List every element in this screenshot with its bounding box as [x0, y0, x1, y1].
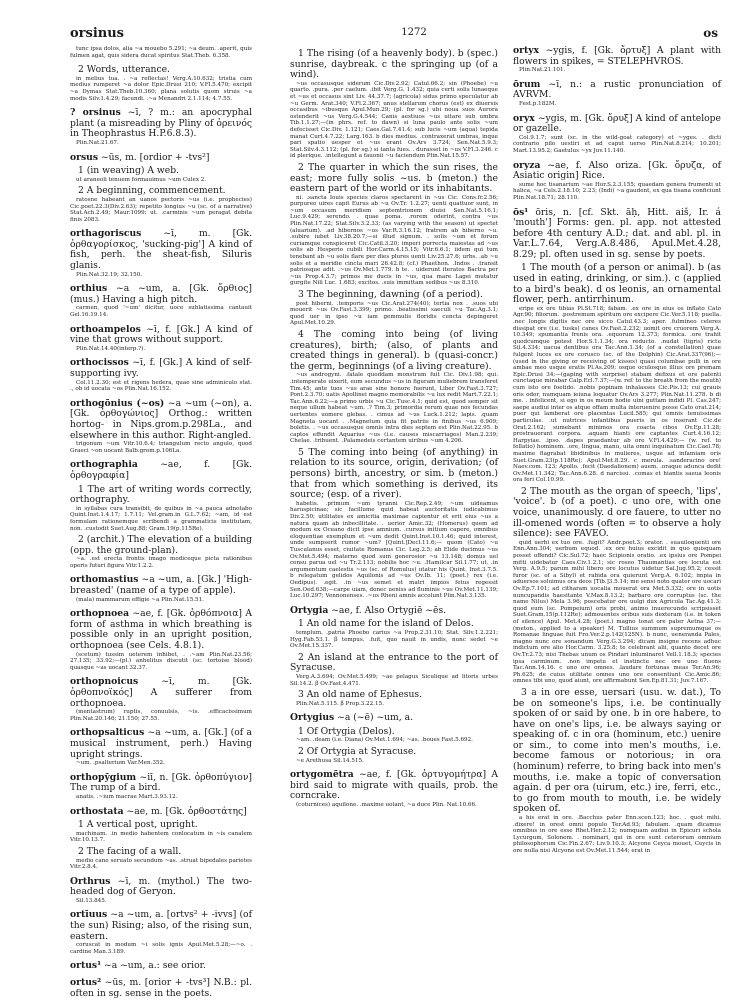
definition: ~ī, ? m.: an apocryphal plant (a misreading by Pliny of ὀρεινός in Theophrastus H.P.6.8.3).: [70, 107, 253, 140]
headword: orthagoriscus: [70, 228, 142, 240]
definition: ~a ~um, a. [Gk. ὄρθιος] (mus.) Having a high pitch.: [70, 283, 252, 305]
sense-citation: habetis. .primum ~um tyranni Cic.Rep.2.49; ~um uideamus haruspicinae; sic facillume quid habeat auctoritatis iudicabimus Div.2.50; utilitates ex amicitia maximae capientur et erit eius ~us a natura quam ab inbecillitate. . uerior Amic.32; (Homerus) quem ad modum ex Oceano dicit ipse amnium. .cursus initium capere, omnibus eloquentiae exemplum et ~um dedit Quint.Inst.10.1.46; quid interest, unde sumpserit rumor ~um? [Quint.]Decl.11.6;— quom (Cato) ~u Tusculanus esset, ciuitate Romanus Cic. Leg.2.5; ab Elide ducimus ~us Ov.Met.5.494; materno quod sum generosior ~u 13.148; domus uel censu parua uel ~u Tr.2.113; nobilis hoc ~u. .Hamilcar Sil.1.77; ut. .in argumentum caelestis ~us (sc. of Romulus) utatur his Quint. Inst.3.7.5. b relegatum gelidos Aquilonis ad ~us Ov.Ib. 11; (poet.) rex (i.e. Oedipus). .egit. .in ~us semet et matri impios fetus regessit Sen.Oed.638;—carpe uiam, donec ueniss ad fluminis ~us Ov.Met.11.139; Luc.10.297; Vennonenses. .~us Rheni amnis accolunt Plin.Nat.3.135.: [290, 500, 498, 600]
headword: ortyx: [513, 45, 540, 56]
page-number: 1272: [401, 27, 427, 38]
dictionary-entry: [290, 713, 498, 764]
entry-lemma-line: [513, 80, 721, 101]
citation: Plin.Nat.21.101.: [519, 67, 566, 74]
sense-definition: 2 The facing of a wall.: [78, 845, 182, 857]
sense-definition: 2 Of Ortygia at Syracuse.: [298, 746, 417, 758]
dictionary-entry: [70, 108, 252, 146]
dictionary-entry: [70, 358, 252, 392]
headword: orthostata: [70, 805, 124, 817]
entry-lemma-line: [70, 284, 252, 305]
definition: ~ī, m. [Gk. ὀρθοπνοϊκός] A sufferer from orthopnoea.: [70, 676, 252, 709]
dictionary-entry: [513, 161, 721, 202]
dictionary-entry: [70, 575, 252, 603]
sense-definition: 1 Of Ortygia (Delos).: [298, 725, 395, 737]
sense-citation: quid uerbi ex tuo ore. .fugit? Andr.poet.3; orator. . suauiloquenti ore Enn.Ann.304; uerbum equod. .ex ore huius excidit in quo quisquam posset offendi? Cic.Sul.72; haec Scipionis oratio. .ex ipsius ore Pompei mitti uidebatur Caes.Civ.1.2.1; sic roseo Thaumantias ore locuta est Verg. A.9.5; parum mihi libero ore locutus uidetur Sal.Jug.95.2; cessit furor (sc. of a Sibyl) et rabida ora quierunt Verg.A. 6.102; impia in aduersos soluimus ora deos [Tib.]3.5.14; me sensi noto quater ore uocari Ov.Ep.7.101; ad citharam uocalia mouerat ora Met.5.332; ore in uotis nuncupandis haesitante V.Max.8.13.2; barbaro ore corruptus (sc. the name Nilus) Mela 3.96; poscebatur ore uulgi dux Agricola Tac.Ag.41.3; quod eum (sc. Pompeium) oris probi, animo inuerecundo scripsisset Suet.Gram.15(p.112Re); admouentes oribus suis dexteram (i.e. in token of silence) Apul. Met.4.28; (poet.) magno tonat ore pater Aetna 37;—(meton., applied to a speaker) M. Tullius summum supremumque os Romanae linguae fuit Fro.Ver.2.p.142(125N). b nunc, ueneranda Pales, magno nunc ore sonandum Verg.G.3.294; dicam insigne recens adhuc indictum ore alio Hor.Carm. 3.25.8; te celebrant alii, quanto decet ore Ov.Tr.2.73; nisi Thebas unum os Pindari inluminaret Vell.1.18.3; species ipsa carminum. .non impetu et instinctu nec ore uno fluens Tac.Ann.14.16. c uno ore omnes. .laudare fortunas meas Ter.An.96; Ph.625; de cuius utilitate omnes uno ore consentiunt Cic.Amic.86; omnes tibi uno, quod aiunt, ore affirmabunt Sen.Ep.81.31; Juv.7.167.: [513, 539, 721, 685]
sense-definition: 2 Words, utterance.: [78, 64, 170, 76]
definition: ~ae, f. Also oriza. [Gk. ὄρυζα, of Asiatic origin] Rice.: [513, 159, 721, 182]
dictionary-entry: [290, 606, 498, 708]
entry-lemma-line: [70, 773, 252, 794]
sense-citation: in melius tua. . ~a reflectas! Verg.A.10.632; tristia cum medius rumperet ~a dolor Epic.Drusi 210; V.Fl.5.470; excipit ~a Dymas Stat.Theb.10.360; plana solutis quom struis ~a modis Silv.1.4.29; facundi. .~a Menandri 2.1.114; 4.7.55.: [70, 75, 252, 102]
dictionary-entry: [290, 49, 498, 600]
sense-definition: 5 The coming into being (of anything) in relation to its source, origin, derivation; (of persons) birth, ancestry, or sim. b (meton.) that from which something is derived, its source; (esp. of a river).: [290, 446, 498, 501]
citation: Plin.Nat.32.19; 32.150.: [76, 271, 143, 278]
sense-citation: ~am. .deam (i.e. Diana) Ov.Met.1.694; ~as. .boues Fast.5.692.: [296, 737, 473, 744]
definition: ~iī, n. [Gk. ὀρθοπύγιον] The rump of a bird.: [70, 771, 253, 794]
citation: (mala) mammarum effigie ~a Plin.Nat.15.51.: [76, 596, 204, 603]
definition: ~ūs, m. [orior + -tvs³] N.B.: pl. often in sg. sense in the poets.: [70, 977, 252, 999]
sense-definition: 2 The quarter in which the sun rises, the east; more fully solis ~us. b (meton.) the eastern part of the world or its inhabitants.: [290, 161, 498, 195]
sense-citation: ratosne habeant an uanos pectoris ~us (i.e. prophecies) Cic.poet.22.3(Div.2.63); repetito longius ~u (sc. of a narrative) Stat.Ach.2.49; Maur.1099; ut. .carminis ~um peragat debita finis 2083.: [70, 196, 252, 223]
entry-lemma-line: [290, 606, 498, 617]
definition: ~a ~um, a. [Gk.] 'High-breasted' (name of a type of apple).: [70, 574, 252, 597]
definition: ~a ~um (~on), a. [Gk. ὀρθογώνιος] Orthog.: written hortog- in Nips.grom.p.298La., and elsewhere in this author. Right-angled.: [70, 397, 252, 441]
entry-lemma-line: [70, 677, 252, 709]
entry-lemma-line: [70, 358, 252, 379]
sense-definition: 4 The coming into being (of living creatures), birth; (also, of plants and created things in general). b (quasi-concr.) the germ, beginnings (of a living creature).: [290, 328, 498, 372]
definition: ~ī, m. [Gk. ὀρθαγορίσκος, 'sucking-pig'] A kind of fish, perh. the sheat-fish, Siluris glanis.: [70, 228, 252, 272]
definition: ~ae, f. [Gk. ὀρθόπνοια] A form of asthma in which breathing is possible only in an upright position, orthopnoea (see Cels. 4.8.1).: [70, 608, 253, 652]
citation: Plin.Nat.14.40(interp.?).: [76, 345, 146, 352]
headword: ? orsinus: [70, 107, 121, 119]
headword: Ortygia: [290, 604, 329, 616]
entry-lemma-line: [70, 575, 252, 596]
headword: oryza: [513, 159, 541, 171]
entry-lemma-line: [290, 713, 498, 724]
definition: ~ūs, m. [ordior + -tvs²]: [100, 151, 210, 163]
entry-lemma-line: [70, 978, 252, 999]
headword: orthogōnius (~os): [70, 397, 165, 409]
entry-lemma-line: [70, 609, 252, 651]
dictionary-entry: [70, 677, 252, 722]
headword: orthopnoea: [70, 608, 130, 620]
definition: ōris, n. [cf. Skt. āḥ, Hitt. aiš, Ir. á 'mouth'] Forms: gen. pl. app. not attested before 4th century A.D.; dat. and abl. pl. in Var.L.7.64, Verg.A.8.486, Apul.Met.4.28, 8.29; pl. often used in sg. sense by poets.: [513, 206, 721, 260]
headword: orthopnoicus: [70, 676, 139, 688]
dictionary-entry: [513, 46, 721, 74]
sense-citation: ~e Arethusa Sil.14.515.: [296, 757, 364, 764]
sense-citation: templum. .patria Phoebo carius ~a Prop.2.31.10; Stat. Silv.1.2.221; Hyg.Fab.53.1. β tempus. .fuit, quo nauit in undis, nunc sedet ~e Ov.Met.15.337.: [290, 629, 498, 650]
dictionary-entry: [70, 807, 252, 871]
entry-lemma-line: [513, 161, 721, 182]
sense-definition: 1 The rising (of a heavenly body). b (spec.) sunrise, daybreak. c the springing up (of a wind).: [290, 48, 498, 81]
definition: ~ae, m. [Gk. ὀρθοστάτης]: [126, 805, 247, 817]
sense-definition: 1 An old name for the island of Delos.: [298, 618, 474, 630]
dictionary-entry: [70, 978, 252, 999]
definition: ~ī, f. [Gk.] A kind of self-supporting ivy.: [70, 357, 252, 379]
entry-lemma-line: [70, 807, 252, 818]
sense-citation: ~a. .est erecta frontis imago modiceque picta rationibus operis futuri figura Vitr.1.2.2.: [70, 556, 252, 569]
dictionary-entry: [70, 325, 252, 353]
dictionary-entry: [70, 65, 252, 102]
entry-lemma-line: [70, 961, 252, 972]
entry-lemma-line: [70, 325, 252, 346]
entry-lemma-line: [70, 877, 252, 898]
definition: ~ae, f. Also Ortygiē ~ēs.: [331, 604, 447, 616]
definition: ~ī, m. (mythol.) The two-headed dog of Geryon.: [70, 875, 253, 898]
sense-citation: medio cano seruato secundum ~as. .struat bipedales parietes Vitr.2.8.4.: [70, 857, 252, 871]
entry-lemma-line: [70, 460, 252, 481]
headword: ortus²: [70, 977, 102, 989]
definition: ~ae, f. [Gk. ὀρτυγομήτρα] A bird said to migrate with quails, prob. the corncrake.: [290, 769, 499, 802]
sense-citation: a his erat in ore. .Bacchus pater Enn.scen.123; hoc. . quot mihi. .dixere! in orest omni populo Ter.Ad.93; fabulam. .quam dicamus omnibus in ore esse Rhet.Her.2.12; numquam audiui in Epicuri schola Lycurgum, Solonem. . nominari, qui in ore sunt ceterorum omnium philosophorum Cic.Fin.2.67; Liv.9.10.3; Alcyone Ceyca mouet, Ceycis in ore nulla nisi Alcyone est Ov.Met.11.544; erat in: [513, 815, 721, 854]
headword: orthoampelos: [70, 323, 141, 335]
column-middle: [290, 46, 498, 815]
entry-lemma-line: [513, 208, 721, 261]
definition: ~ygis, m. [Gk. ὄρυξ] A kind of antelope or gazelle.: [513, 112, 721, 135]
sense-citation: ni. .sancta Iouis species claros spectarent in ~us Cic. Cons.fr.2.56; purpureo uires capit Eurus ab ~u Ov.Tr. 1.2.27; uenti quattuor sunt, in ~um occasum meridiem septemtrionem diuisi Sen.Nat.5.16.1; Luc.9.429; serendo. . quae poma. .rorem oderint, contra ~us Plin.Nat.17.22; Stat.Silv.3.2.33; (as varying with the season) ut spectet (aluarium). .ad hibernos ~us Var.R.3.16.12; fratrem ab hiberno ~u. .subire iubet Liv.38.20.7;—si illud signum. . solis ~um et forum curiamque conspiceret Cic.Catil.3.20; imperi porrecta maiestas ad ~us solis ab Hesperio cubili Hor.Carm.4.15.15; Vitr.6.6.1; iidem qui tum tenebant ab ~u solis flare per dies plures uenti Liv.25.27.6; urbs. .ab ~u solis et a meridie cincta mari 26.42.8; (cf.) Phaethon. .Indos . .transit patriosque adit. .~us Ov.Met.1.779. b te. . uiderunt iteratos Bactra per ~us Prop.4.3.7; primos me ducis in ~us, qua mare Lagei mutatur gurgite Nili Luc. 1.683; excitos. .suis immittam sedibus ~us 8.310.: [290, 194, 498, 287]
headword: Orthrus: [70, 875, 111, 887]
definition: ~ygis, f. [Gk. ὄρτυξ] A plant with flowers in spikes, = STELEPHVROS.: [513, 45, 722, 67]
sense-definition: 1 (in weaving) A web.: [78, 165, 179, 177]
entry-lemma-line: [70, 728, 252, 760]
headword: orthius: [70, 283, 108, 295]
citation: ~um. .psalterium Var.Men.352.: [76, 760, 165, 767]
headword: ōs¹: [513, 206, 529, 218]
headword: ortygomētra: [290, 769, 354, 781]
dictionary-entry: [70, 910, 252, 955]
citation: Plin.Nat.21.67.: [76, 139, 119, 146]
dictionary-entry: [70, 728, 252, 766]
dictionary-entry: [70, 46, 252, 59]
sense-definition: 3 a in ore esse, uersari (usu. w. dat.), To be on someone's lips, i.e. be continually spoken of or said by one. b in ore habere, to have on one's lips, i.e. be always saying or speaking of. c in ora (hominum, etc.) uenire or sim., to come into men's mouths, i.e. become famous or notorious; in ora (hominum) referre, to bring back into men's mouths, i.e. make a topic of conversation again. d per ora (uirum, etc.) ire, ferri, etc., to go from mouth to mouth, i.e. be widely spoken of.: [513, 686, 721, 815]
sense-definition: 3 The beginning, dawning (of a period).: [298, 289, 483, 300]
citation: trigonum ~um Vitr.10.6.4; triangulum recto angulo, quod Graeci ~on uocant Balb.grom.p.106La.: [70, 441, 252, 454]
sense-definition: 3 An old name of Ephesus.: [298, 689, 423, 701]
citation: (coturnices) aquilone. .maxime uolant, ~a duce Plin. Nat.10.66.: [296, 802, 477, 809]
citation: carmen, quod '~um' dicitur, uoce sublatissima cantauit Gel.16.19.14.: [70, 305, 252, 319]
sense-citation: eripe ex ore tibias Pl.St.718; fabam. .ex ore in eius os inflato Cato Agr.90; filiorum. .postremum spiritum ore excipere Cic.Ver.5.118; puella. .nec longis digitis nec ore sicco Catul.43.3; aper. .fulmineo celeres dissipat ore (i.e. tusks) canes Ov.Fast.2.232; uomit ore cruorem Verg.A. 10.349; spumantia frenis ora. .equorum 12.373; formica. .ore trahit quodcumque potest Hor.S.1.1.34; ora reducto. .nudat (tigris) rictu Sil.4.334; uacua dentibus ora Tac.Ann.1.34; (of a constellation) quae fulgent luces ex ore corusco (sc. of the Dolphin) Cic.Arat.337(96);—(used in the giving or receiving of kisses) quasi columbae pulli in ore ambae meo usque eratis Pl.As.209; osque oculosque illius ore premam Epic.Drusi 34;—(gaping with surprise) stabam defixus et ore patenti cunctaque mirabar Calp.Ecl.7.37;—(w. ref. to the breath from the mouth) cum isto ore foetido. .nobis popinam inhalasses Cic.Pis.13; cui grauis oris odor, numquam ieiuna loquatur Ov.Ars 3.277; Plin.Nat.11.278. b di me. . infelicent, si ego in os meum hodie uini guttam indidi Pl. Cas.247; saepe audiui inter os atque offam multa interuenire posse Cato orat.214; puer qui lamberat ore placentas Lucil.585; qui omnis tenuissimas particulas. .ut nutrices infantibus pueris in os inserant Cic.de Orat.2.162; sumebant minimos ora coacta cibos Ov.Ep.11.28; prostrauerant corpora. .aquam hianti ore captantes Curt.4.16.12; Harpyiae. .ipso. .dapes praedantur ab ore V.Fl.4.429;— (w. ref. to fellatio) hominem. .ore, lingua, manu, uita omni inquinatum Cic.Cael.78; maxime flagrabat libidinibus in mulieres, usque ad infamiam oris Suet.Gram.23(p.118Re); Apul.Met.8.29. c merula. .sanderacino ore! Naev.com. 123; Apollo. .fecit (Daedalionem) auem. .oraque adunca dedit Ov.Met.11.342; Tac.Ann.6.28. d narcissi. .comas et hiantis saeua leonis ora feri Col.10.99.: [513, 305, 721, 484]
sense-citation: machinam. .in medio habentem conlocatum in ~is canalem Vitr.10.13.7.: [70, 830, 252, 844]
dictionary-entry: [70, 153, 252, 224]
sense-definition: 1 The art of writing words correctly, orthography.: [70, 483, 252, 506]
dictionary-entry: [70, 877, 252, 905]
definition: ~a ~um, a. [Gk.] (of a musical instrument, perh.) Having upright strings.: [70, 727, 252, 760]
dictionary-entry: [513, 80, 721, 108]
headword: ōrum: [513, 78, 541, 90]
headword: oryx: [513, 112, 535, 124]
sense-definition: 1 The mouth (of a person or animal). b (as used in eating, drinking, or sim.). c (applied to a bird's beak). d os leonis, an ornamental flower, perh. antirrhinum.: [513, 262, 721, 306]
entry-lemma-line: [70, 229, 252, 271]
sense-citation: Verg.A.3.694; Ov.Met.5.499; ~ae pelagus Siculique ad litoris urbes Sil.14.2. β Ov.Fast.4.471.: [290, 673, 498, 687]
column-left: [70, 46, 252, 1005]
dictionary-entry: [70, 399, 252, 455]
headword: orthocissos: [70, 357, 129, 369]
entry-lemma-line: [70, 108, 252, 140]
dictionary-entry: [290, 770, 498, 808]
running-header: [70, 26, 718, 42]
headword: orthographia: [70, 459, 138, 471]
dictionary-entry: [70, 229, 252, 278]
citation: anatis. .~ium macrae Mart.3.93.12.: [76, 793, 178, 800]
entry-lemma-line: [290, 770, 498, 802]
citation: (scetum) tussim ueterem inhibet, . .~am Plin.Nat.23.56; 27.135; 33.92;—(pl.) anhelitus discutit (sc. tortoise blood) quasque ~as uocant 32.37.: [70, 651, 252, 671]
citation: Fest.p.182M.: [519, 100, 557, 107]
sense-definition: 2 An island at the entrance to the port of Syracuse.: [290, 651, 498, 674]
entry-lemma-line: [70, 910, 252, 942]
citation: (mentastrum) ruptis, conuulsis, ~is. .efficacissimum Plin.Nat.20.146; 21.150; 27.55.: [70, 709, 252, 722]
dictionary-entry: [513, 208, 721, 855]
sense-citation: post hiberni. .temporis ~us Cic.Arat.274(40); tertia nox . .suos ubi mouerit ~us Ov.Fast.3.399; primo. .beatissimi saeculi ~u Tac.Ag.3.1; quod uer in ipso ~u iam gemmulis floridis cuncta depingeret Apul.Met.10.29.: [290, 300, 498, 327]
dictionary-entry: [70, 773, 252, 801]
sense-definition: 2 A beginning, commencement.: [78, 185, 226, 197]
entry-lemma-line: [70, 153, 252, 164]
citation: tunc ipsa dolos, alia ~a mouebo 5.291; ~a deum. .aperit, quis fulmen agat, quis sidera ducat spiritus Stat.Theb. 6.358.: [70, 46, 252, 59]
definition: ~ī, n.: a rustic pronunciation of AVRVM.: [513, 78, 722, 101]
citation: coruscat in modum ~i solis ignis Apul.Met.5.28;—~o. . cardine Man.3.189.: [70, 942, 252, 955]
headword: orthopȳgium: [70, 771, 137, 783]
sense-citation: ~us androgyni. .fatale quoddam monstrum fuit Cic. Div.1.98; qui. .intemperate uixerit, eum secundus ~us in figuram muliebrem transferet Tim.45; ante tuos ~us arae sine honore fuerunt, Liber Ov.Fast.3.727; Pont.2.3.70; uatis Apollinei magno memorabilis ~u lux redit Mart.7.22.1; Tac.Ann.6.22;—a primo urbis ~u Cic.Tusc.4.1; quid est, quod semper sit neque ullum habeat ~um. .? Tim.3; primordia rerum quae nos fecundas uertentes uomere glebas. . cimus ad ~us Luck.1.212; lapis. .quam Magneta uocant . .Magnetum quia fit patriis in finibus ~us 6.909; boletis. . ~us occasusque omnis intra dies septem est Plin.Nat.22.95. b captos effundit Aquarius ~us (i.e. causes miscarriages) Man.2.239; Chelae. .tribuent. .Palamedeis certantem uiribus ~um 4.206.: [290, 372, 498, 445]
headword: ortus¹: [70, 960, 102, 972]
sense-definition: 1 A vertical post, upright.: [78, 819, 198, 831]
definition: ~a (~ē) ~um, a.: [337, 712, 414, 724]
definition: ~a ~um, a.: see orior.: [104, 960, 206, 972]
left-guide-word: orsinus: [70, 26, 124, 41]
entry-lemma-line: [513, 46, 721, 67]
headword: ortīuus: [70, 909, 108, 921]
citation: Sil.13.845.: [76, 897, 107, 904]
sense-definition: 2 (archit.) The elevation of a building (opp. the ground-plan).: [70, 534, 252, 556]
dictionary-entry: [70, 961, 252, 972]
dictionary-entry: [70, 609, 252, 671]
right-guide-word: os: [703, 26, 718, 40]
headword: orsus: [70, 151, 98, 163]
column-right: [513, 46, 721, 861]
entry-lemma-line: [70, 399, 252, 441]
dictionary-entry: [513, 114, 721, 155]
dictionary-entry: [70, 460, 252, 569]
definition: ~a ~um, a. [ortvs² + -ivvs] (of the sun) Rising; also, of the rising sun, eastern.: [70, 909, 252, 942]
sense-citation: in syllabas cura transibit, de quibus in ~a pauca adnotabo Quint.Inst.1.4.17; 1.7.11; Vel.gram.in G.L.7.62; ~am, id est formulam rationemque scribendi a grammaticis institutam, non. .custodit Suet.Aug.88; Gram.19(p.115Re).: [70, 505, 252, 532]
sense-citation: ~us occasusque siderum Cic.Div.2.92; Catul.66.2; sin (Phoebe) ~u quarto. .pura. .per caelum. .ibit Verg.G. 1.432; quia certi solis lunaeque et ~us et occasus sint Liv. 44.37.7; (agricola) sidus primo speculatur ab ~u Germ. Arat.340; V.Fl.2.367; unus stellarum chorus (est) ex diuersis occasibus ~ibusque Apul.Mun.29; (pl. for sg.) ubi noua suos Aurora ostenderit ~us Verg.G.4.544; Canis aestiuos ~us uitare sub umbra Tib.1.1.27;—(in phrs. ref. to dawn) si luna paulo ante solis ~um defecisset Cic.Div. 1.121; Caes.Gal.7.41.4; sub lucis ~um (aqua) tepida manat Curt.4.7.22; Larg.163. b dies medius. .contraxerat umbras, inque pari spatio uesper et ~us erant Ov.Ars 3.724; Sen.Nat.5.9.3; Stat.Silv.4.3.112; (pl. for sg.) si tanta fues. . durasset in ~us V.Fl.3.246. c id plerique. .intellegunt a fauonii ~u faciendum Plin.Nat.15.57.: [290, 80, 498, 160]
headword: Ortygius: [290, 712, 335, 724]
dictionary-entry: [70, 284, 252, 318]
citation: Col.11.2.30; est et rigens hedera, quae sine adminiculo stat. ., ob id uocata ~os Plin.Nat.16.152.: [70, 379, 252, 393]
citation: Col.9.1.7; sunt (sc. in the wild-goat category) et ~yges. . dicti contrario pilo uestiri et ad caput uerso Plin.Nat.8.214; 10.201; Mart.13.95.2; Gaetulus ~yx Juv.11.140.: [513, 134, 721, 154]
sense-definition: 2 The mouth as the organ of speech, 'lips', 'voice'. b (of a poet). c uno ore, with one voice, unanimously. d ore fauere, to utter no ill-omened words (often = to observe a holy silence): see FAVEO.: [513, 485, 721, 540]
entry-lemma-line: [513, 114, 721, 135]
definition: ~ī, f. [Gk.] A kind of vine that grows without support.: [70, 323, 252, 346]
headword: orthopsalticus: [70, 727, 145, 739]
citation: sume hoc tisanarium ~ae Hor.S.2.3.155; quaedam genera frumenti ut halica, ~a Cels.2.18.10; 2.23; (Indi) ~a gaudent, ex qua tisana conficiunt Plin.Nat.18.71; 28.110.: [513, 181, 721, 201]
definition: ~ae, f. [Gk. ὀρθογραφία]: [70, 459, 252, 481]
sense-citation: Plin.Nat.5.115. β Prop.3.22.15.: [296, 700, 384, 707]
headword: orthomastius: [70, 574, 139, 586]
sense-citation: ut araneoli tenuem formauimus ~um Culex 2.: [76, 176, 207, 183]
